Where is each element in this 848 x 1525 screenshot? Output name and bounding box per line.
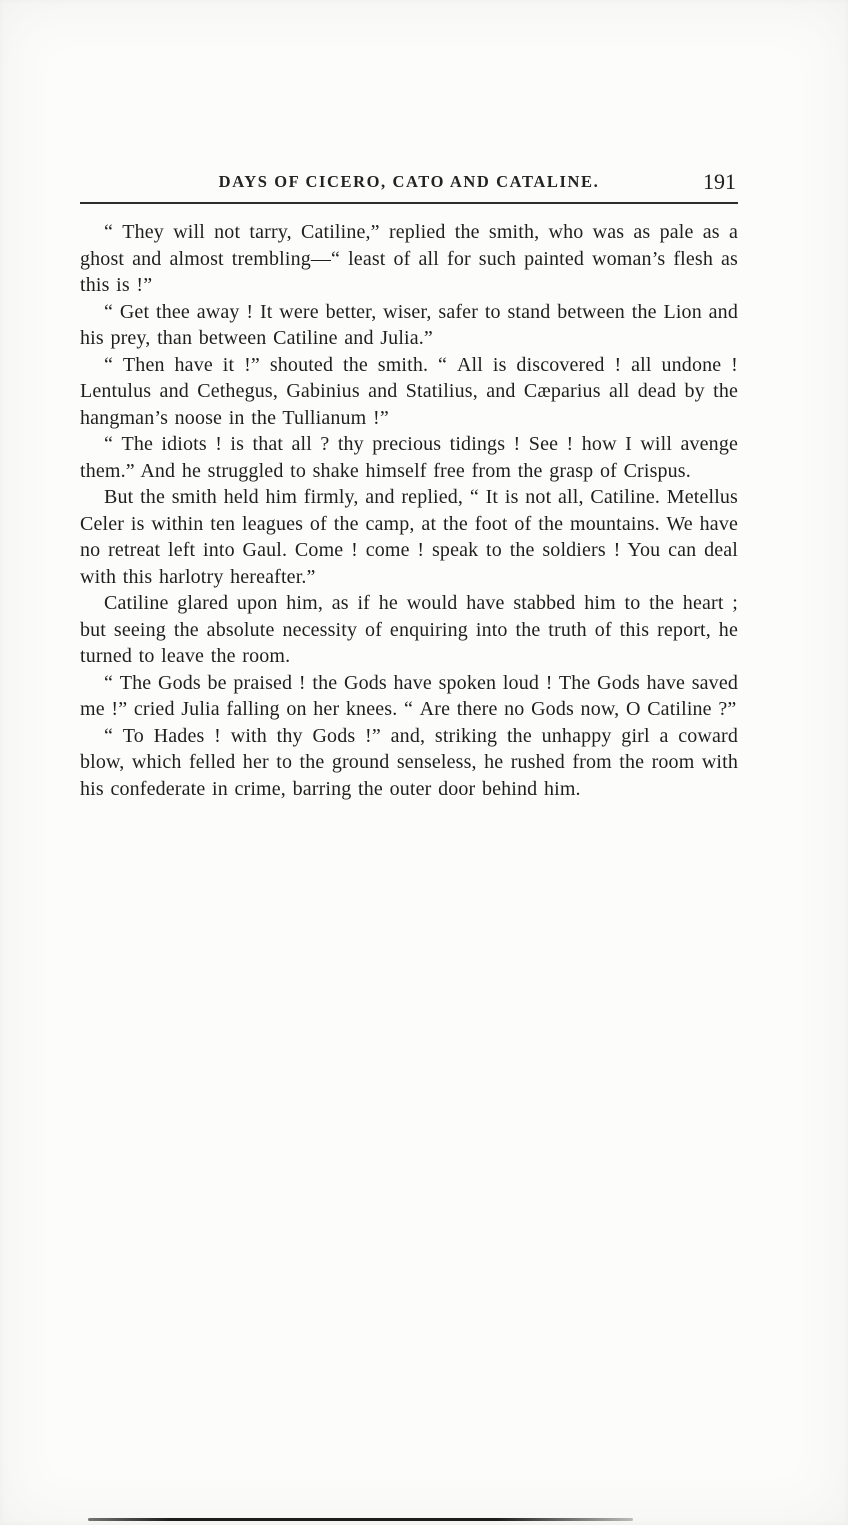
running-head: DAYS OF CICERO, CATO AND CATALINE. [218,172,600,191]
header-rule [80,202,738,204]
paragraph: “ Then have it !” shouted the smith. “ All is discovered ! all undone ! Lentulus and Cethegus, Gabinius and Statilius, and Cæparius all dead by the hangman’s noose in the Tullianum !” [80,353,738,429]
paragraph: “ They will not tarry, Catiline,” replied the smith, who was as pale as a ghost and almost trembling—“ least of all for such painted woman’s flesh as this is !” [80,221,738,296]
scan-artifact-line [88,1518,633,1521]
paragraph: “ To Hades ! with thy Gods !” and, striking the unhappy girl a coward blow, which felled her to the ground senseless, he rushed from the room with his confederate in crime, barring the outer door behind him. [80,724,738,800]
paragraph: But the smith held him firmly, and replied, “ It is not all, Catiline. Metellus Celer is within ten leagues of the camp, at the foot of the mountains. We have no retreat left into Gaul. Come ! come ! speak to the soldiers ! You can deal with this harlotry hereafter.” [80,486,738,588]
paragraph: “ Get thee away ! It were better, wiser, safer to stand between the Lion and his prey, than between Catiline and Julia.” [80,300,738,349]
paragraph: “ The idiots ! is that all ? thy precious tidings ! See ! how I will avenge them.” And he struggled to shake himself free from the grasp of Crispus. [80,433,738,482]
paragraph: “ The Gods be praised ! the Gods have spoken loud ! The Gods have saved me !” cried Julia falling on her knees. “ Are there no Gods now, O Catiline ?” [80,671,738,720]
page-header [80,166,738,192]
page-number: 191 [703,169,736,194]
paragraph: Catiline glared upon him, as if he would have stabbed him to the heart ; but seeing the absolute necessity of enquiring into the truth of this report, he turned to leave the room. [80,592,738,667]
page-body [80,219,738,802]
text-block [80,166,738,802]
